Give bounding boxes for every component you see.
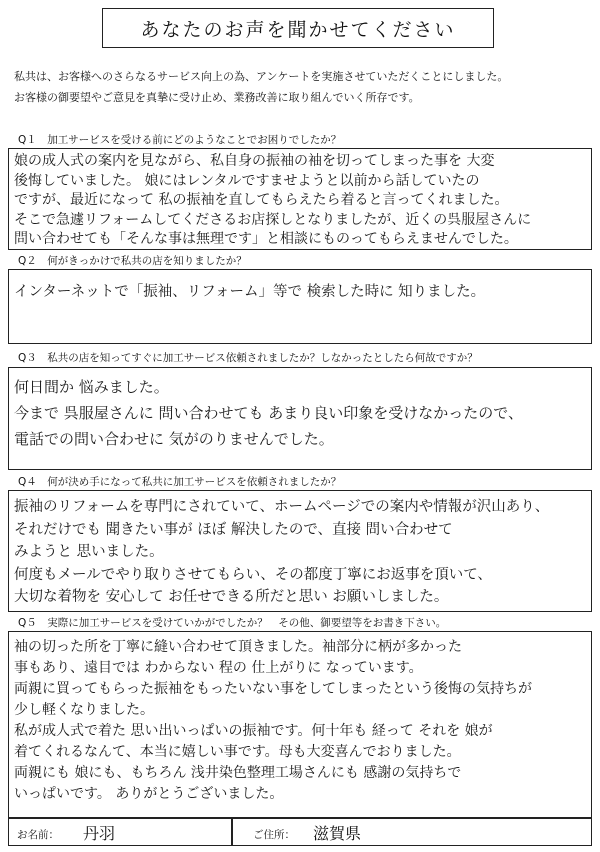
answer-line: いっぱいです。 ありがとうございました。 bbox=[14, 786, 284, 802]
question-2-label: Q２ 何がきっかけで私共の店を知りましたか？ bbox=[18, 255, 247, 267]
answer-line: それだけでも 聞きたい事が ほぼ 解決したので、直接 問い合わせて bbox=[14, 521, 453, 538]
answer-line: 振袖のリフォームを専門にされていて、ホームページでの案内や情報が沢山あり、 bbox=[14, 499, 550, 515]
answer-line: 両親にも 娘にも、もちろん 浅井染色整理工場さんにも 感謝の気持ちで bbox=[14, 765, 462, 781]
survey-title: あなたのお声を聞かせてください bbox=[102, 8, 494, 48]
question-2-answer bbox=[14, 280, 584, 304]
answer-line: 娘の成人式の案内を見ながら、私自身の振袖の袖を切ってしまった事を 大変 bbox=[14, 153, 495, 169]
intro-line: 私共は、お客様へのさらなるサービス向上の為、アンケートを実施させていただくことにしました。 bbox=[14, 70, 509, 83]
respondent-info bbox=[8, 818, 592, 846]
answer-line: 問い合わせても「そんな事は無理です」と相談にものってもらえませんでした。 bbox=[14, 231, 518, 247]
answer-line: 事もあり、遠目では わからない 程の 仕上がりに なっています。 bbox=[14, 660, 423, 676]
question-1-label: Q１ 加工サービスを受ける前にどのようなことでお困りでしたか？ bbox=[18, 134, 342, 146]
answer-line: 後悔していました。 娘にはレンタルですませようと以前から話していたの bbox=[14, 172, 480, 189]
question-4-answer bbox=[14, 496, 584, 609]
footer-divider bbox=[231, 819, 233, 845]
question-5-label: Q５ 実際に加工サービスを受けていかがでしたか？ その他、御要望等をお書き下さい。 bbox=[18, 617, 447, 629]
question-4-label: Q４ 何が決め手になって私共に加工サービスを依頼されましたか？ bbox=[18, 476, 342, 488]
question-3-answer bbox=[14, 374, 584, 452]
question-5-answer bbox=[14, 637, 584, 805]
answer-line: 両親に買ってもらった振袖をもったいない事をしてしまったという後悔の気持ちが bbox=[14, 681, 532, 697]
answer-line: みようと 思いました。 bbox=[14, 544, 164, 560]
answer-line: 袖の切った所を丁寧に縫い合わせて頂きました。袖部分に柄が多かった bbox=[14, 639, 462, 655]
answer-line: そこで急遽リフォームしてくださるお店探しとなりましたが、近くの呉服屋さんに bbox=[14, 211, 532, 228]
address-value: 滋賀県 bbox=[313, 824, 362, 843]
answer-line: 今まで 呉服屋さんに 問い合わせても あまり良い印象を受けなかったので、 bbox=[14, 404, 524, 422]
intro-line: お客様の御要望やご意見を真摯に受け止め、業務改善に取り組んでいく所存です。 bbox=[14, 91, 420, 104]
answer-line: 着てくれるなんて、本当に嬉しい事です。母も大変喜んでおりました。 bbox=[14, 744, 461, 760]
answer-line: ですが、最近になって 私の振袖を直してもらえたら着ると言ってくれました。 bbox=[14, 192, 509, 208]
answer-line: 何度もメールでやり取りさせてもらい、その都度丁寧にお返事を頂いて、 bbox=[14, 566, 492, 583]
question-1-answer bbox=[14, 152, 584, 250]
answer-line: 大切な着物を 安心して お任せできる所だと思い お願いしました。 bbox=[14, 589, 449, 605]
answer-line: 電話での問い合わせに 気がのりませんでした。 bbox=[14, 430, 334, 448]
answer-line: 少し軽くなりました。 bbox=[14, 702, 154, 718]
answer-line: 私が成人式で着た 思い出いっぱいの振袖です。何十年も 経って それを 娘が bbox=[14, 723, 493, 739]
answer-line: インターネットで「振袖、リフォーム」等で 検索した時に 知りました。 bbox=[14, 284, 486, 300]
address-label: ご住所： bbox=[253, 829, 295, 841]
answer-line: 何日間か 悩みました。 bbox=[14, 378, 169, 396]
name-label: お名前： bbox=[17, 829, 59, 841]
intro-text bbox=[14, 66, 594, 108]
question-3-label: Q３ 私共の店を知ってすぐに加工サービス依頼されましたか？しなかったとしたら何故ですか？ bbox=[18, 352, 478, 364]
name-value: 丹羽 bbox=[83, 824, 116, 843]
